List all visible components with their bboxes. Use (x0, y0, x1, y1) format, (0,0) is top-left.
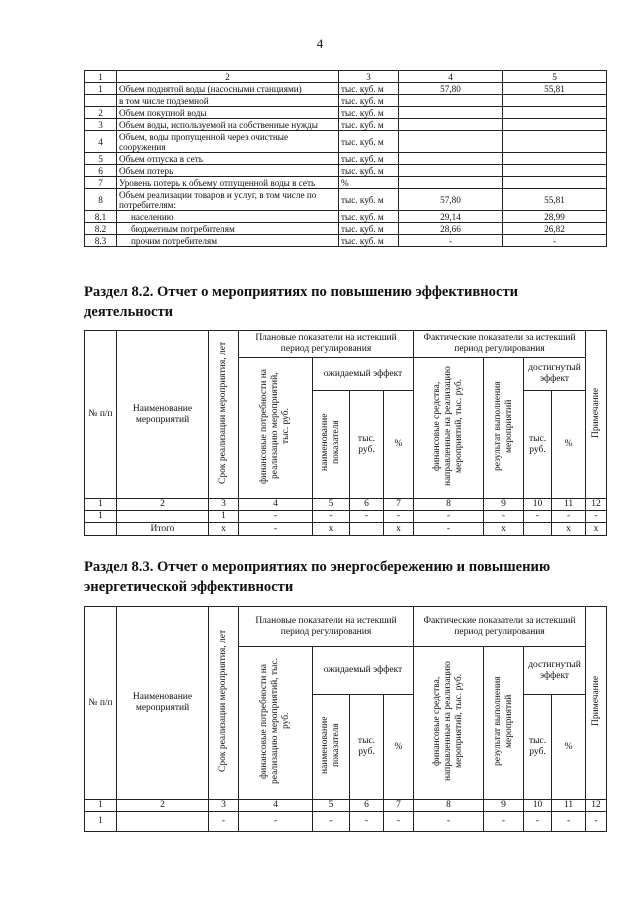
table-cell: - (414, 523, 484, 536)
col-fact-res-header: результат выполнения мероприятий (492, 381, 514, 471)
table-cell: 8.2 (85, 223, 117, 235)
table-cell: 1 (85, 499, 117, 511)
table-cell: 55,81 (503, 189, 607, 211)
table-cell: x (384, 523, 414, 536)
table-cell: Объем потерь (117, 165, 339, 177)
table-cell (399, 95, 503, 107)
table-cell (399, 119, 503, 131)
table-cell (503, 165, 607, 177)
table-cell: тыс. куб. м (339, 165, 399, 177)
table-cell: - (524, 812, 552, 832)
col-exp-name-header: наименование показателя (320, 413, 341, 472)
table-cell: - (524, 511, 552, 523)
table-cell: x (313, 523, 350, 536)
table-cell: 7 (85, 177, 117, 189)
table-cell: населению (117, 211, 339, 223)
water-volume-table (84, 70, 607, 247)
table-row (85, 153, 607, 165)
section-8-2-title: Раздел 8.2. Отчет о мероприятиях по повышению эффективности деятельности (84, 284, 519, 320)
col-note-header: Примечание (590, 387, 601, 438)
table-cell: - (484, 812, 524, 832)
table-cell: 11 (552, 800, 586, 812)
table-row (85, 131, 607, 153)
col-pct2-header: % (552, 391, 586, 499)
table-cell: 2 (85, 107, 117, 119)
table-cell: 7 (384, 499, 414, 511)
table-cell: Объем покупной воды (117, 107, 339, 119)
table-cell: тыс. куб. м (339, 131, 399, 153)
table-row (85, 119, 607, 131)
table-cell (399, 177, 503, 189)
table-cell: Уровень потерь к объему отпущенной воды в сеть (117, 177, 339, 189)
table-cell: Объем реализации товаров и услуг, в том числе по потребителям: (117, 189, 339, 211)
table-cell: - (350, 812, 384, 832)
table-row (85, 83, 607, 95)
col-fact-header: Фактические показатели за истекший период регулирования (414, 331, 586, 358)
table-cell: 5 (313, 800, 350, 812)
table-cell: 29,14 (399, 211, 503, 223)
table-cell: 3 (85, 119, 117, 131)
table-cell: 2 (117, 499, 209, 511)
table-cell: бюджетным потребителям (117, 223, 339, 235)
table-cell: 7 (384, 800, 414, 812)
table-cell: - (313, 511, 350, 523)
table-cell: - (239, 812, 313, 832)
table-header-cell: 5 (503, 71, 607, 83)
table-cell: x (484, 523, 524, 536)
table-cell (503, 153, 607, 165)
table-cell (503, 177, 607, 189)
table-cell: 11 (552, 499, 586, 511)
table-cell: 1 (85, 812, 117, 832)
table-cell: 12 (586, 800, 607, 812)
table-cell: в том числе подземной (117, 95, 339, 107)
table-cell: тыс. куб. м (339, 211, 399, 223)
col-plan-header: Плановые показатели на истекший период регулирования (239, 607, 414, 647)
table-row (85, 189, 607, 211)
table-cell: 8.3 (85, 235, 117, 247)
table-cell: 57,80 (399, 83, 503, 95)
table-cell: 10 (524, 499, 552, 511)
table-cell: Объем поднятой воды (насосными станциями) (117, 83, 339, 95)
table-cell: 1 (85, 83, 117, 95)
table-cell: Объем, воды пропущенной через очистные сооружения (117, 131, 339, 153)
col-exp-name-header: наименование показателя (320, 716, 341, 774)
table-row (85, 223, 607, 235)
table-row (85, 95, 607, 107)
col-fact-fin-header: финансовые средства, направленные на реализацию мероприятий, тыс. руб. (432, 366, 465, 486)
table-cell: - (239, 511, 313, 523)
total-row (85, 523, 607, 536)
table-header-cell: 4 (399, 71, 503, 83)
table-header-cell: 1 (85, 71, 117, 83)
table-row (85, 235, 607, 247)
table-cell: - (552, 812, 586, 832)
table-row (85, 511, 607, 523)
col-plan-fin-header: финансовые потребности на реализацию мероприятий, тыс. руб. (259, 657, 291, 785)
header-row (85, 71, 607, 83)
table-cell: 9 (484, 499, 524, 511)
table-row (85, 165, 607, 177)
table-cell: 4 (239, 499, 313, 511)
table-cell (524, 523, 552, 536)
table-cell (350, 523, 384, 536)
col-thous2-header: тыс. руб. (524, 695, 552, 800)
table-cell: 8.1 (85, 211, 117, 223)
page-number: 4 (316, 36, 324, 51)
table-cell (399, 165, 503, 177)
table-cell: 2 (117, 800, 209, 812)
col-fact-fin-header: финансовые средства, направленные на реализацию мероприятий, тыс. руб. (432, 661, 465, 781)
col-fact-res-header: результат выполнения мероприятий (492, 676, 514, 766)
table-cell: - (503, 235, 607, 247)
col-name-header: Наименование мероприятий (117, 331, 209, 499)
column-numbers-row (85, 499, 607, 511)
table-cell (503, 119, 607, 131)
table-cell: 8 (85, 189, 117, 211)
col-fact-header: Фактические показатели за истекший период регулирования (414, 607, 586, 647)
table-cell: 1 (85, 511, 117, 523)
table-cell: 4 (239, 800, 313, 812)
table-cell: 6 (350, 800, 384, 812)
table-cell (85, 95, 117, 107)
table-cell: - (414, 812, 484, 832)
table-cell: тыс. куб. м (339, 119, 399, 131)
table-cell: - (484, 511, 524, 523)
table-cell: 10 (524, 800, 552, 812)
table-header-cell: 3 (339, 71, 399, 83)
table-cell: 8 (414, 499, 484, 511)
table-cell: - (586, 511, 607, 523)
col-num-header: № п/п (85, 607, 117, 800)
table-cell: 6 (350, 499, 384, 511)
efficiency-measures-table (84, 330, 607, 536)
col-achieved-header: достигнутый эффект (524, 647, 586, 695)
table-cell: 1 (209, 511, 239, 523)
col-pct2-header: % (552, 695, 586, 800)
table-cell: Объем отпуска в сеть (117, 153, 339, 165)
table-cell: 4 (85, 131, 117, 153)
col-expected-header: ожидаемый эффект (313, 358, 414, 391)
energy-saving-measures-table (84, 606, 607, 832)
table-cell: тыс. куб. м (339, 235, 399, 247)
col-thous-header: тыс. руб. (350, 391, 384, 499)
table-cell: 57,80 (399, 189, 503, 211)
table-cell: Итого (117, 523, 209, 536)
table-row (85, 177, 607, 189)
table-cell: - (209, 812, 239, 832)
table-cell (85, 523, 117, 536)
table-cell: тыс. куб. м (339, 223, 399, 235)
table-cell (399, 131, 503, 153)
table-cell: - (414, 511, 484, 523)
table-cell (503, 95, 607, 107)
col-expected-header: ожидаемый эффект (313, 647, 414, 695)
section-8-3-title: Раздел 8.3. Отчет о мероприятиях по энергосбережению и повышению энергетической эффективности (84, 559, 551, 595)
table-cell: 6 (85, 165, 117, 177)
col-pct-header: % (384, 391, 414, 499)
table-cell: - (350, 511, 384, 523)
table-cell: 28,66 (399, 223, 503, 235)
table-cell: x (586, 523, 607, 536)
table-cell: - (586, 812, 607, 832)
table-cell: 9 (484, 800, 524, 812)
table-cell: x (209, 523, 239, 536)
table-cell: Объем воды, используемой на собственные нужды (117, 119, 339, 131)
table-cell: тыс. куб. м (339, 153, 399, 165)
table-cell: 28,99 (503, 211, 607, 223)
table-cell: тыс. куб. м (339, 107, 399, 119)
table-cell: % (339, 177, 399, 189)
col-plan-fin-header: финансовые потребности на реализацию мероприятий, тыс. руб. (259, 368, 291, 484)
col-note-header: Примечание (590, 675, 601, 727)
table-cell: 55,81 (503, 83, 607, 95)
table-cell: тыс. куб. м (339, 95, 399, 107)
table-cell: прочим потребителям (117, 235, 339, 247)
table-cell: x (552, 523, 586, 536)
table-cell: - (313, 812, 350, 832)
table-cell: - (552, 511, 586, 523)
col-thous-header: тыс. руб. (350, 695, 384, 800)
table-cell: - (399, 235, 503, 247)
table-cell: - (384, 511, 414, 523)
table-cell: 3 (209, 499, 239, 511)
table-cell: 5 (313, 499, 350, 511)
col-achieved-header: достигнутый эффект (524, 358, 586, 391)
col-name-header: Наименование мероприятий (117, 607, 209, 800)
table-cell: 12 (586, 499, 607, 511)
table-cell: 3 (209, 800, 239, 812)
col-num-header: № п/п (85, 331, 117, 499)
table-cell: 26,82 (503, 223, 607, 235)
table-row (85, 812, 607, 832)
col-plan-header: Плановые показатели на истекший период регулирования (239, 331, 414, 358)
table-cell: - (384, 812, 414, 832)
table-cell (399, 107, 503, 119)
table-header-cell: 2 (117, 71, 339, 83)
col-pct-header: % (384, 695, 414, 800)
table-cell: - (239, 523, 313, 536)
table-row (85, 211, 607, 223)
col-thous2-header: тыс. руб. (524, 391, 552, 499)
column-numbers-row (85, 800, 607, 812)
col-term-header: Срок реализации мероприятия, лет (218, 629, 228, 773)
table-row (85, 107, 607, 119)
table-cell (503, 131, 607, 153)
table-cell: 8 (414, 800, 484, 812)
table-cell: 1 (85, 800, 117, 812)
col-term-header: Срок реализации мероприятия, лет (218, 341, 228, 484)
table-cell (399, 153, 503, 165)
table-cell: тыс. куб. м (339, 83, 399, 95)
table-cell (117, 511, 209, 523)
table-cell: тыс. куб. м (339, 189, 399, 211)
table-cell (117, 812, 209, 832)
table-cell: 5 (85, 153, 117, 165)
table-cell (503, 107, 607, 119)
